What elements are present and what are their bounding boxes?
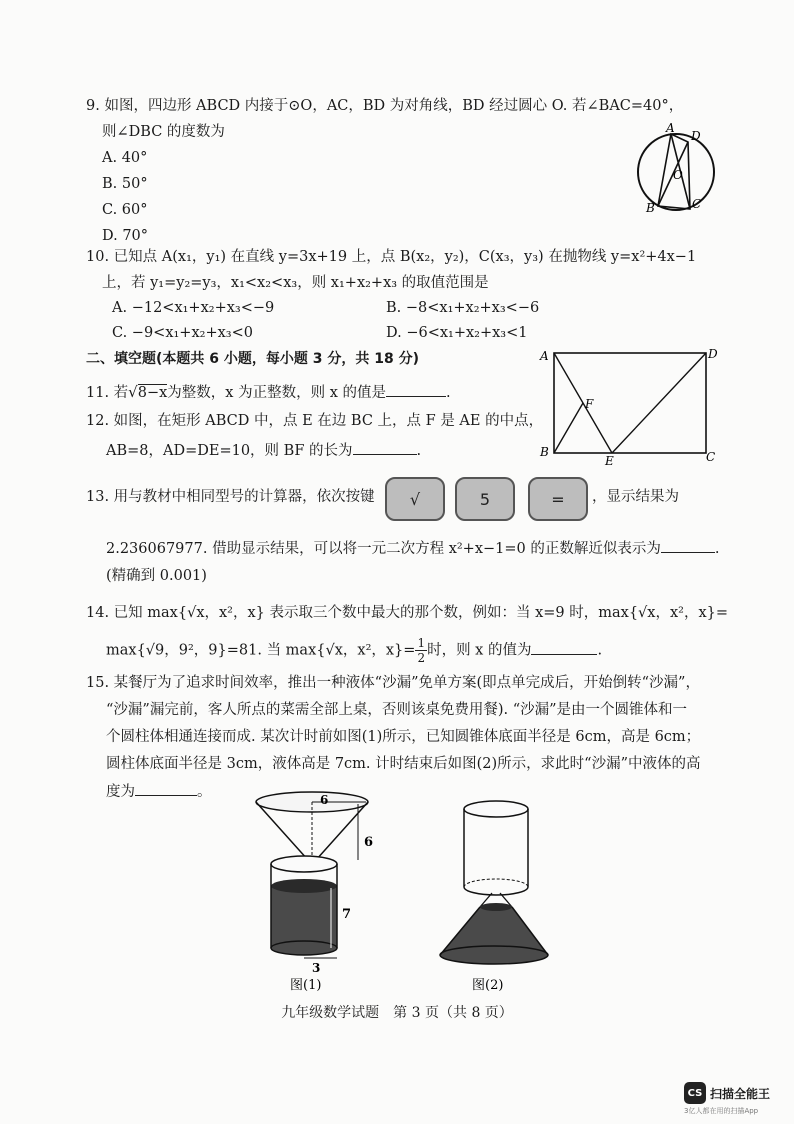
- q13-answer-blank: [661, 538, 715, 553]
- q9-line1: 9. 如图，四边形 ABCD 内接于⊙O，AC，BD 为对角线，BD 经过圆心 O. 若∠BAC=40°，: [86, 98, 684, 114]
- q12-rectangle-figure: [538, 344, 724, 466]
- calc-key-sqrt: √: [385, 477, 445, 521]
- q12-label-c: C: [706, 450, 716, 464]
- q13-post: ，显示结果为: [592, 489, 679, 505]
- q9-label-b: B: [646, 201, 655, 214]
- sand-timer-figure-1: [250, 790, 390, 996]
- q10-line2: 上，若 y₁=y₂=y₃，x₁<x₂<x₃，则 x₁+x₂+x₃ 的取值范围是: [102, 275, 489, 291]
- q9-label-a: A: [666, 122, 675, 135]
- q9-label-o: O: [673, 168, 683, 182]
- q9-label-d: D: [691, 129, 701, 143]
- q14-fraction: [415, 636, 427, 665]
- section-2-heading: 二、填空题(本题共 6 小题，每小题 3 分，共 18 分): [86, 351, 420, 367]
- q15-end: 。: [197, 784, 212, 800]
- q14-line2-wrap: [106, 636, 602, 665]
- q13-end: .: [714, 541, 720, 557]
- q13-line2: 2.236067977. 借助显示结果，可以将一元二次方程 x²+x−1=0 的正数解近似表示为: [106, 541, 661, 557]
- cs-logo-icon: CS: [684, 1082, 706, 1104]
- q10-line1: 10. 已知点 A(x₁，y₁) 在直线 y=3x+19 上，点 B(x₂，y₂)，C(x₃，y₃) 在抛物线 y=x²+4x−1: [86, 249, 697, 265]
- q9-option-b: B. 50°: [102, 176, 148, 192]
- fig1-cone-height-label: 6: [364, 835, 374, 850]
- q15-line5: 度为: [106, 784, 135, 800]
- q12-line2-wrap: [106, 440, 421, 461]
- q12-answer-blank: [353, 440, 417, 455]
- q9-option-c: C. 60°: [102, 202, 148, 218]
- fig1-caption: 图(1): [290, 978, 322, 993]
- q15-line3: 个圆柱体相通连接而成. 某次计时前如图(1)所示，已知圆锥体底面半径是 6cm，高是 6cm；: [106, 729, 701, 745]
- q14-line1: 14. 已知 max{√x，x²，x} 表示取三个数中最大的那个数，例如：当 x=9 时，max{√x，x²，x}=: [86, 605, 729, 621]
- q15-line2: “沙漏”漏完前，客人所点的菜需全部上桌，否则该桌免费用餐). “沙漏”是由一个圆锥体和一: [106, 702, 688, 718]
- q14-line2a: max{√9，9²，9}=81. 当 max{√x，x²，x}=: [106, 642, 416, 659]
- q11-post: 为整数，x 为正整数，则 x 的值是: [167, 385, 386, 401]
- q13-line3: (精确到 0.001): [106, 568, 207, 584]
- q12-label-a: A: [540, 349, 549, 363]
- q9-label-c: C: [692, 197, 702, 211]
- q14-answer-blank: [531, 640, 597, 655]
- calc-key-5: 5: [455, 477, 515, 521]
- q15-line4: 圆柱体底面半径是 3cm，液体高是 7cm. 计时结束后如图(2)所示，求此时“沙漏”中液体的高: [106, 756, 701, 772]
- q9-circle-figure: [628, 122, 728, 214]
- q10-option-a: A. −12<x₁+x₂+x₃<−9: [112, 300, 275, 316]
- q11-pre: 11. 若: [86, 385, 129, 401]
- q11-line: [86, 382, 451, 403]
- q14-frac-den: 2: [417, 651, 426, 665]
- q10-option-c: C. −9<x₁+x₂+x₃<0: [112, 325, 253, 341]
- q12-label-b: B: [540, 445, 549, 459]
- q11-radicand: 8−x: [137, 385, 168, 401]
- fig2-caption: 图(2): [472, 978, 504, 993]
- q9-option-d: D. 70°: [102, 228, 149, 244]
- calc-key-equals: =: [528, 477, 588, 521]
- q12-line1: 12. 如图，在矩形 ABCD 中，点 E 在边 BC 上，点 F 是 AE 的中点，: [86, 413, 544, 429]
- q13-line2-wrap: [106, 538, 719, 559]
- scanner-badge: [684, 1082, 770, 1104]
- q12-label-d: D: [708, 347, 718, 361]
- sand-timer-figure-2: [430, 795, 560, 997]
- radical-sign-icon: √: [128, 383, 138, 401]
- scanner-app-name: 扫描全能王: [710, 1086, 771, 1101]
- page-footer: 九年级数学试题 第 3 页（共 8 页）: [281, 1005, 513, 1021]
- q14-frac-num: 1: [417, 636, 426, 650]
- scanner-app-tagline: 3亿人都在用的扫描App: [684, 1107, 759, 1115]
- fig1-cylinder-radius-label: 3: [312, 961, 321, 975]
- q10-option-d: D. −6<x₁+x₂+x₃<1: [386, 325, 528, 341]
- q15-line5-wrap: [106, 781, 212, 802]
- q14-end: .: [597, 642, 603, 659]
- q15-line1: 15. 某餐厅为了追求时间效率，推出一种液体“沙漏”免单方案(即点单完成后，开始倒转“沙漏”，: [86, 675, 700, 691]
- q12-line2: AB=8，AD=DE=10，则 BF 的长为: [106, 443, 353, 459]
- q11-end: .: [445, 385, 451, 401]
- fig1-liquid-height-label: 7: [342, 907, 352, 922]
- fig1-cone-radius-label: 6: [320, 793, 329, 807]
- q9-line2: 则∠DBC 的度数为: [102, 124, 225, 140]
- q14-line2b: 时，则 x 的值为: [427, 642, 532, 659]
- q12-label-e: E: [605, 454, 614, 466]
- q15-answer-blank: [135, 781, 197, 796]
- q12-label-f: F: [585, 397, 594, 411]
- q12-end: .: [416, 443, 422, 459]
- q9-option-a: A. 40°: [102, 150, 148, 166]
- q11-answer-blank: [386, 382, 446, 397]
- q13-pre: 13. 用与教材中相同型号的计算器，依次按键: [86, 489, 375, 505]
- q10-option-b: B. −8<x₁+x₂+x₃<−6: [386, 300, 540, 316]
